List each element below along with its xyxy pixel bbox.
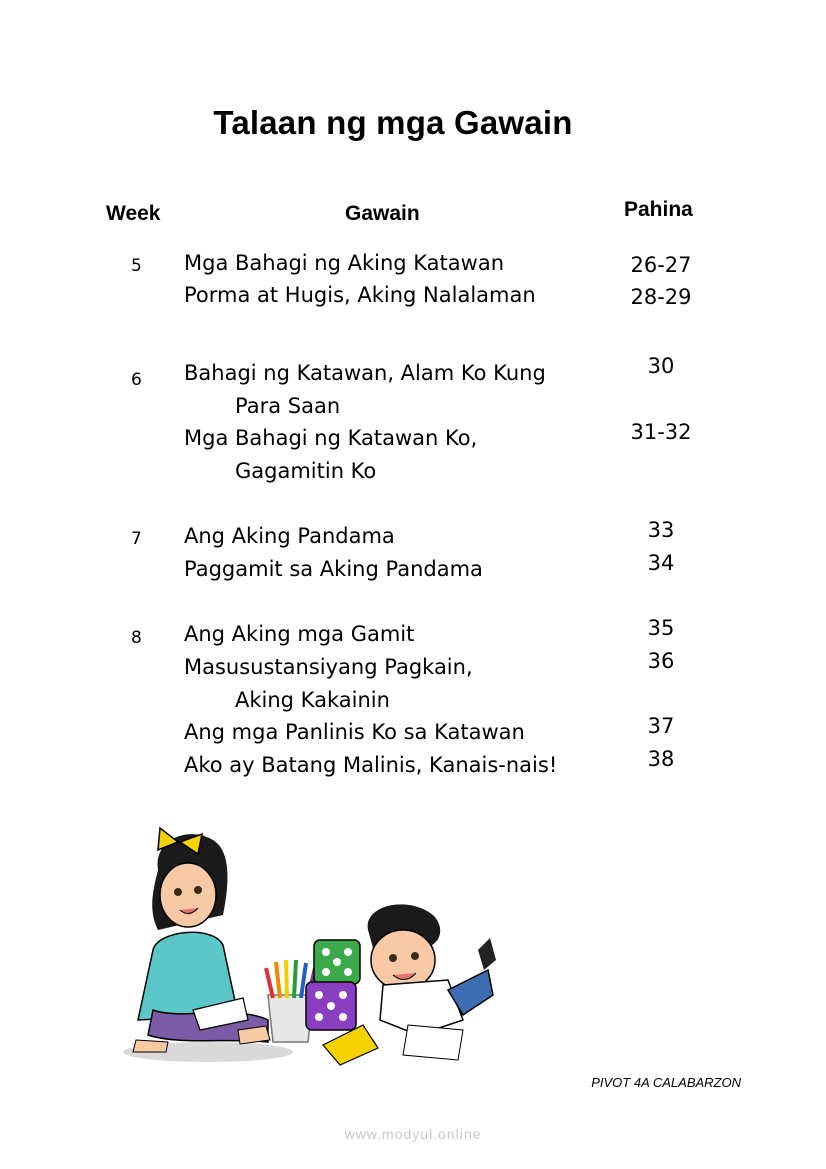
activity-title-continued: Gagamitin Ko (235, 459, 377, 483)
activity-title: Ang Aking Pandama (184, 524, 395, 548)
page-number: 33 (647, 518, 675, 542)
page-number: 35 (647, 616, 675, 640)
activity-title: Masusustansiyang Pagkain, (184, 655, 473, 679)
activity-title: Paggamit sa Aking Pandama (184, 557, 483, 581)
activity-title: Porma at Hugis, Aking Nalalaman (184, 283, 536, 307)
activity-title-continued: Para Saan (235, 394, 341, 418)
page-number: 31-32 (630, 420, 692, 444)
activity-title: Bahagi ng Katawan, Alam Ko Kung (184, 361, 546, 385)
crayon-box (323, 1025, 378, 1065)
page-number: 38 (647, 747, 675, 771)
girl-face (160, 863, 216, 927)
children-drawing-illustration (118, 820, 508, 1075)
drawing-paper (403, 1025, 463, 1060)
page-number: 34 (647, 551, 675, 575)
header-gawain: Gawain (345, 202, 420, 225)
page-number: 37 (647, 714, 675, 738)
activity-title: Ang Aking mga Gamit (184, 622, 415, 646)
header-pahina: Pahina (624, 198, 693, 221)
page-number: 28-29 (630, 285, 692, 309)
week-number: 5 (131, 256, 142, 276)
page-title: Talaan ng mga Gawain (213, 104, 573, 141)
activity-title-continued: Aking Kakainin (235, 688, 390, 712)
page-number: 26-27 (630, 253, 692, 277)
activity-title: Ang mga Panlinis Ko sa Katawan (184, 720, 525, 744)
watermark: www.modyul.online (344, 1126, 482, 1142)
header-week: Week (106, 202, 161, 225)
footer-label: PIVOT 4A CALABARZON (591, 1075, 741, 1090)
week-number: 7 (131, 529, 142, 549)
page-number: 36 (647, 649, 675, 673)
activity-title: Mga Bahagi ng Katawan Ko, (184, 426, 478, 450)
week-number: 6 (131, 370, 142, 390)
boy-shoe (478, 938, 496, 970)
week-number: 8 (131, 628, 142, 648)
page-number: 30 (647, 354, 675, 378)
activity-title: Ako ay Batang Malinis, Kanais-nais! (184, 753, 558, 777)
activity-title: Mga Bahagi ng Aking Katawan (184, 251, 505, 275)
